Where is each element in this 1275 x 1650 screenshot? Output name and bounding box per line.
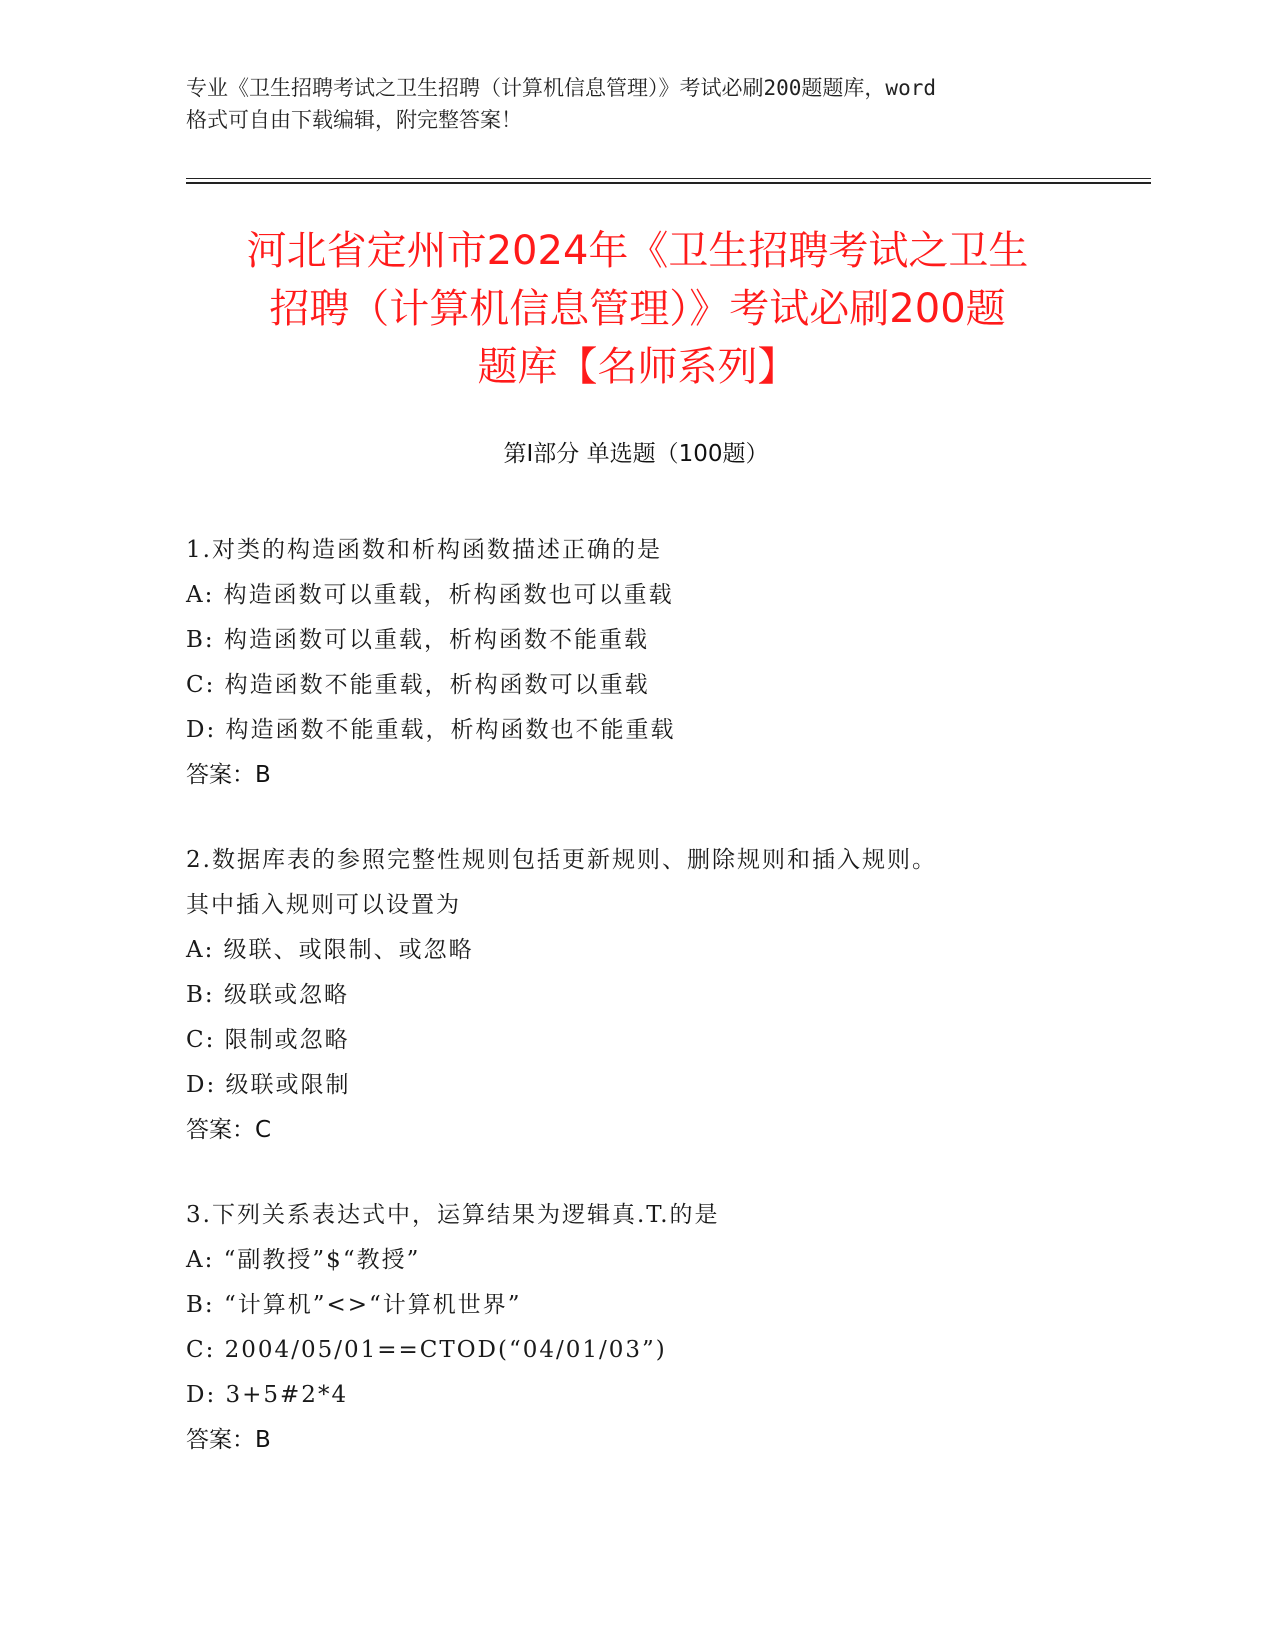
- header-note-line-2: 格式可自由下载编辑，附完整答案！: [186, 108, 522, 132]
- section-title: 第Ⅰ部分 单选题（100题）: [503, 441, 769, 467]
- title-line-3: 题库【名师系列】: [477, 344, 798, 390]
- title-line-1: 河北省定州市2024年《卫生招聘考试之卫生: [246, 228, 1029, 274]
- question-stem: 2.数据库表的参照完整性规则包括更新规则、删除规则和插入规则。: [186, 847, 937, 873]
- title-line-2: 招聘（计算机信息管理）》考试必刷200题: [269, 286, 1006, 332]
- question-stem-continuation: 其中插入规则可以设置为: [186, 892, 461, 918]
- option-b: B: 级联或忽略: [186, 982, 349, 1008]
- option-d: D: 3+5#2*4: [186, 1382, 349, 1408]
- option-b: B: 构造函数可以重载，析构函数不能重载: [186, 627, 649, 653]
- question-item: [186, 838, 1086, 1153]
- option-a: A: “副教授”$“教授”: [186, 1247, 421, 1273]
- question-item: [186, 1193, 1086, 1463]
- answer-line: 答案：B: [186, 762, 271, 788]
- header-rule-thin: [186, 178, 1151, 179]
- option-b: B: “计算机”<>“计算机世界”: [186, 1292, 522, 1318]
- answer-line: 答案：C: [186, 1117, 272, 1143]
- document-title: [160, 222, 1115, 396]
- option-c: C: 限制或忽略: [186, 1027, 350, 1053]
- option-d: D: 构造函数不能重载，析构函数也不能重载: [186, 717, 676, 743]
- question-stem: 3.下列关系表达式中，运算结果为逻辑真.T.的是: [186, 1202, 720, 1228]
- question-stem: 1.对类的构造函数和析构函数描述正确的是: [186, 537, 662, 563]
- answer-line: 答案：B: [186, 1427, 271, 1453]
- option-a: A: 构造函数可以重载，析构函数也可以重载: [186, 582, 674, 608]
- header-note-line-1: 专业《卫生招聘考试之卫生招聘（计算机信息管理）》考试必刷200题题库，word: [186, 76, 936, 100]
- header-rule-thick: [186, 182, 1151, 184]
- option-d: D: 级联或限制: [186, 1072, 351, 1098]
- option-a: A: 级联、或限制、或忽略: [186, 937, 474, 963]
- option-c: C: 构造函数不能重载，析构函数可以重载: [186, 672, 650, 698]
- option-c: C: 2004/05/01==CTOD(“04/01/03”): [186, 1337, 667, 1363]
- question-item: [186, 528, 1086, 798]
- question-list: [186, 528, 1086, 1503]
- header-note: [186, 72, 1086, 136]
